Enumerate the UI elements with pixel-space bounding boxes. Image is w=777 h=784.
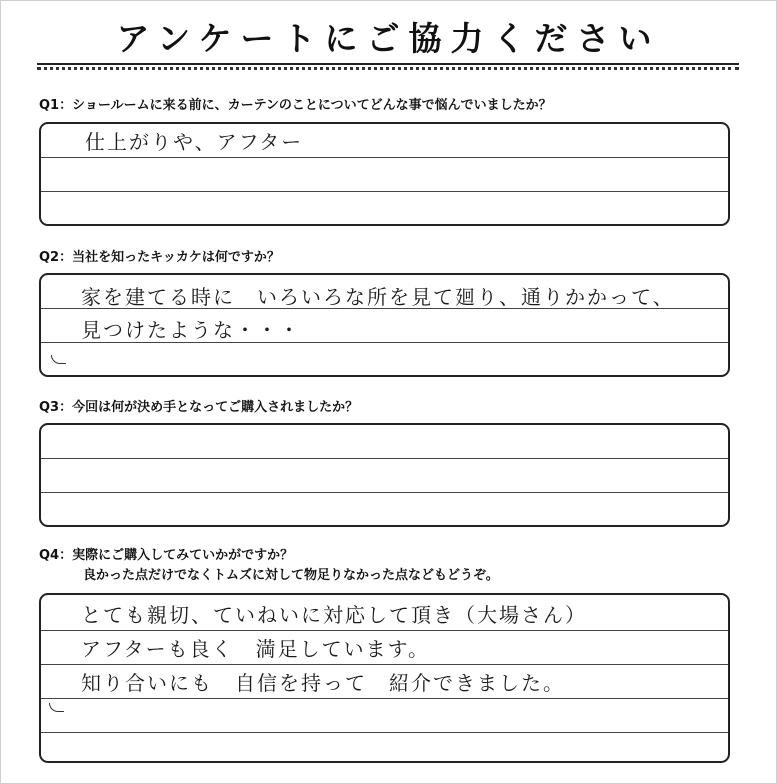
answer-box-4	[39, 593, 730, 763]
ruled-line	[41, 732, 728, 733]
ruled-line	[41, 492, 728, 493]
pen-mark	[49, 703, 64, 712]
ruled-line	[41, 191, 728, 192]
ruled-line	[41, 664, 728, 665]
question-2-label: Q2：当社を知ったキッカケは何ですか？	[39, 250, 280, 265]
page-title: アンケートにご協力ください	[116, 19, 661, 58]
answer-4-line-2: アフターも良く 満足しています。	[81, 637, 430, 661]
ruled-line	[41, 458, 728, 459]
answer-box-1	[39, 122, 730, 226]
answer-box-3	[39, 423, 730, 527]
pen-mark	[51, 355, 66, 364]
question-1-label: Q1：ショールームに来る前に、カーテンのことについてどんな事で悩んでいましたか？	[39, 98, 552, 113]
answer-4-line-1: とても親切、ていねいに対応して頂き（大場さん）	[81, 603, 587, 627]
answer-1-line-1: 仕上がりや、アフター	[85, 130, 304, 154]
answer-2-line-1: 家を建てる時に いろいろな所を見て廻り、通りかかって、	[81, 285, 675, 309]
ruled-line	[41, 342, 728, 343]
title-dotted-rule	[37, 67, 739, 70]
ruled-line	[41, 630, 728, 631]
title-underline	[37, 63, 739, 65]
question-3-label: Q3：今回は何が決め手となってご購入されましたか？	[39, 400, 359, 415]
ruled-line	[41, 157, 728, 158]
answer-2-line-2: 見つけたような・・・	[81, 318, 301, 342]
ruled-line	[41, 698, 728, 699]
answer-box-2	[39, 273, 730, 377]
question-4-sub-label: 良かった点だけでなくトムズに対して物足りなかった点などもどうぞ。	[83, 568, 499, 583]
answer-4-line-3: 知り合いにも 自信を持って 紹介できました。	[81, 671, 565, 695]
question-4-label: Q4：実際にご購入してみていかがですか？	[39, 548, 294, 563]
